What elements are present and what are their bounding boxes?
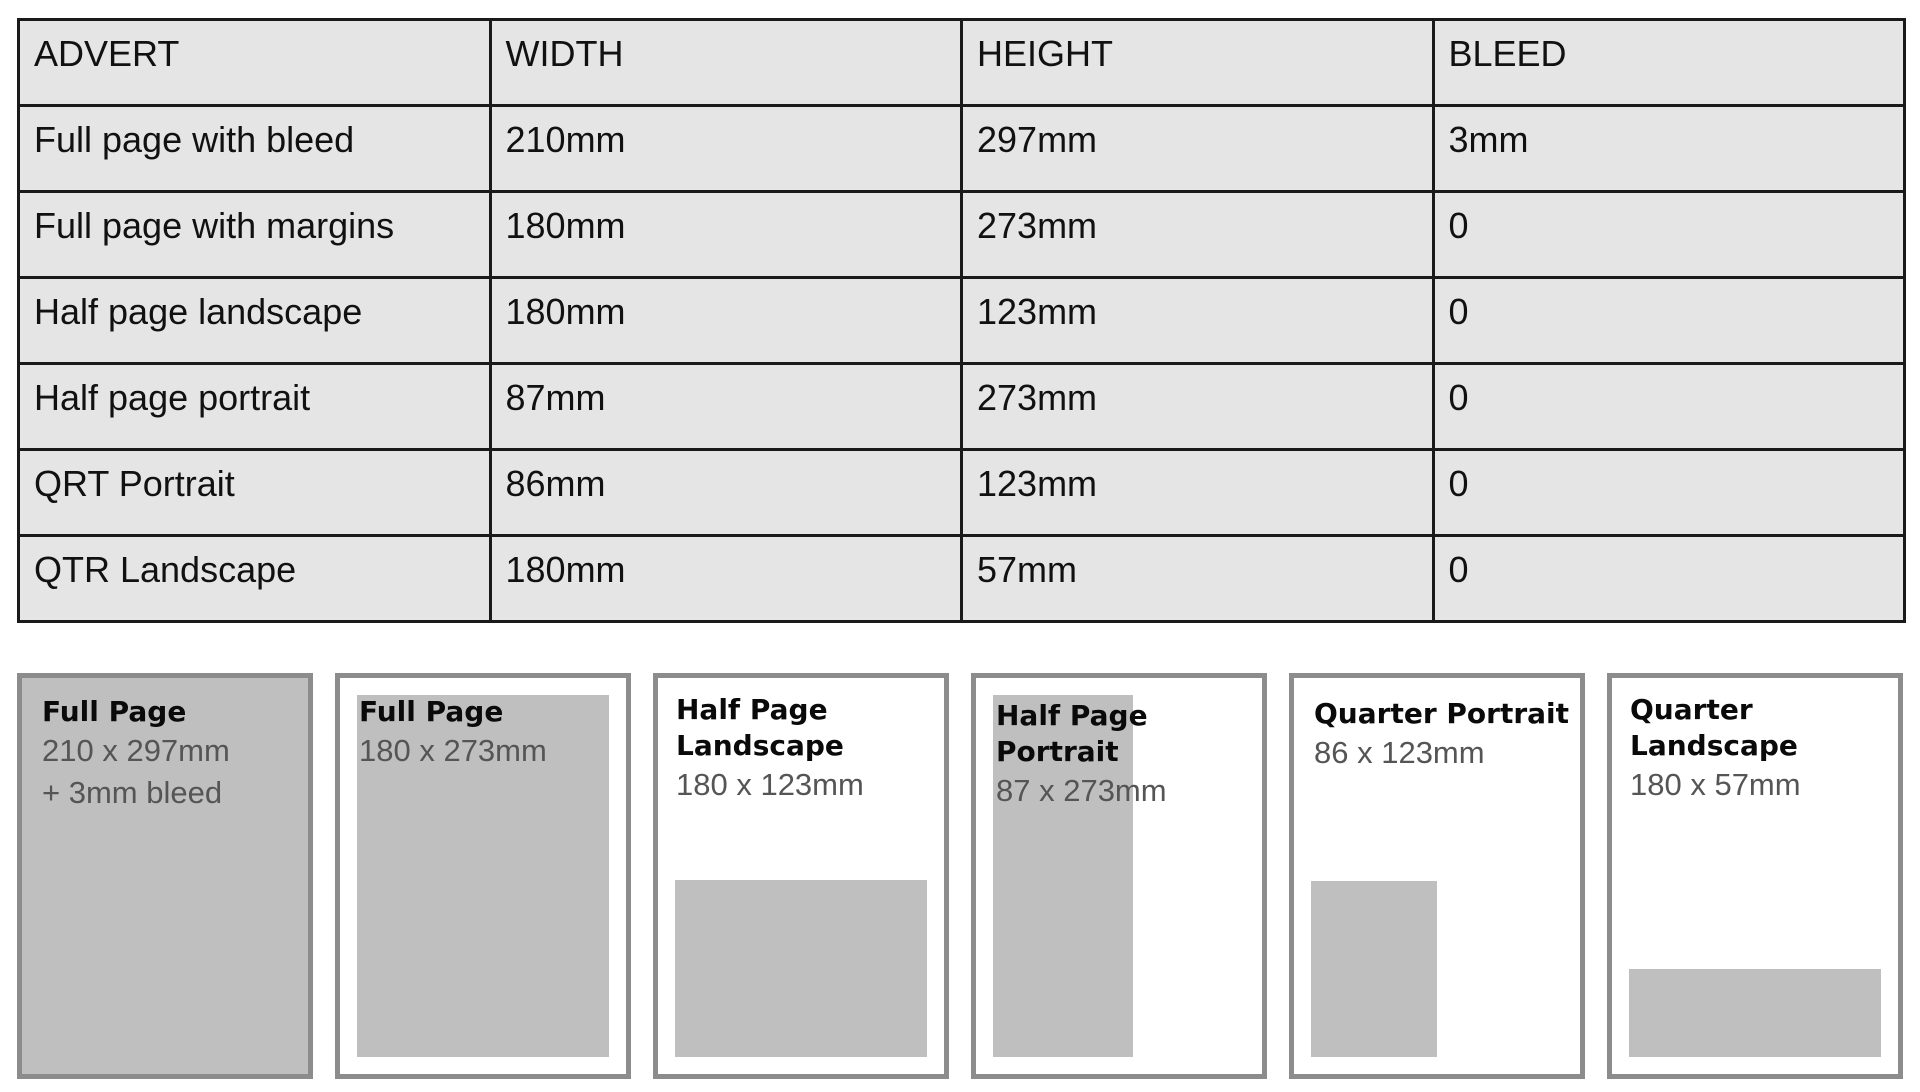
format-name: Half Page Portrait [996,699,1148,768]
format-dims: 87 x 273mm [996,773,1167,808]
format-half-page-landscape [653,673,949,1079]
cell-advert: Full page with margins [19,192,491,278]
format-name: Quarter Portrait [1314,697,1570,730]
format-half-page-portrait [971,673,1267,1079]
ad-area [1629,969,1881,1057]
format-label [676,692,916,806]
cell-bleed: 0 [1433,450,1905,536]
cell-width: 180mm [490,192,962,278]
format-label [42,694,292,814]
format-label [1630,692,1830,806]
cell-bleed: 0 [1433,192,1905,278]
cell-bleed: 0 [1433,278,1905,364]
cell-height: 273mm [962,192,1434,278]
format-dims: 180 x 273mm [359,733,547,768]
cell-width: 86mm [490,450,962,536]
format-name: Quarter Landscape [1630,693,1798,762]
ad-area [675,880,927,1057]
format-label [359,694,609,772]
format-label [996,698,1196,812]
cell-height: 273mm [962,364,1434,450]
cell-advert: Half page landscape [19,278,491,364]
format-quarter-landscape [1607,673,1903,1079]
header-width: WIDTH [490,20,962,106]
header-bleed: BLEED [1433,20,1905,106]
format-dims: 180 x 123mm [676,767,864,802]
cell-width: 180mm [490,536,962,622]
format-name: Full Page [359,695,504,728]
cell-advert: QTR Landscape [19,536,491,622]
format-full-page-bleed [17,673,313,1079]
cell-bleed: 3mm [1433,106,1905,192]
cell-width: 87mm [490,364,962,450]
header-advert: ADVERT [19,20,491,106]
cell-height: 57mm [962,536,1434,622]
header-height: HEIGHT [962,20,1434,106]
cell-bleed: 0 [1433,364,1905,450]
cell-width: 180mm [490,278,962,364]
cell-height: 297mm [962,106,1434,192]
cell-bleed: 0 [1433,536,1905,622]
format-label [1314,696,1579,774]
cell-advert: Half page portrait [19,364,491,450]
ad-area [1311,881,1437,1057]
format-dims: 210 x 297mm [42,733,230,768]
format-name: Half Page Landscape [676,693,844,762]
cell-height: 123mm [962,278,1434,364]
cell-height: 123mm [962,450,1434,536]
format-full-page-margins [335,673,631,1079]
cell-width: 210mm [490,106,962,192]
format-dims: 86 x 123mm [1314,735,1485,770]
format-name: Full Page [42,695,187,728]
format-quarter-portrait [1289,673,1585,1079]
format-bleed-note: + 3mm bleed [42,775,223,810]
cell-advert: QRT Portrait [19,450,491,536]
cell-advert: Full page with bleed [19,106,491,192]
format-dims: 180 x 57mm [1630,767,1801,802]
